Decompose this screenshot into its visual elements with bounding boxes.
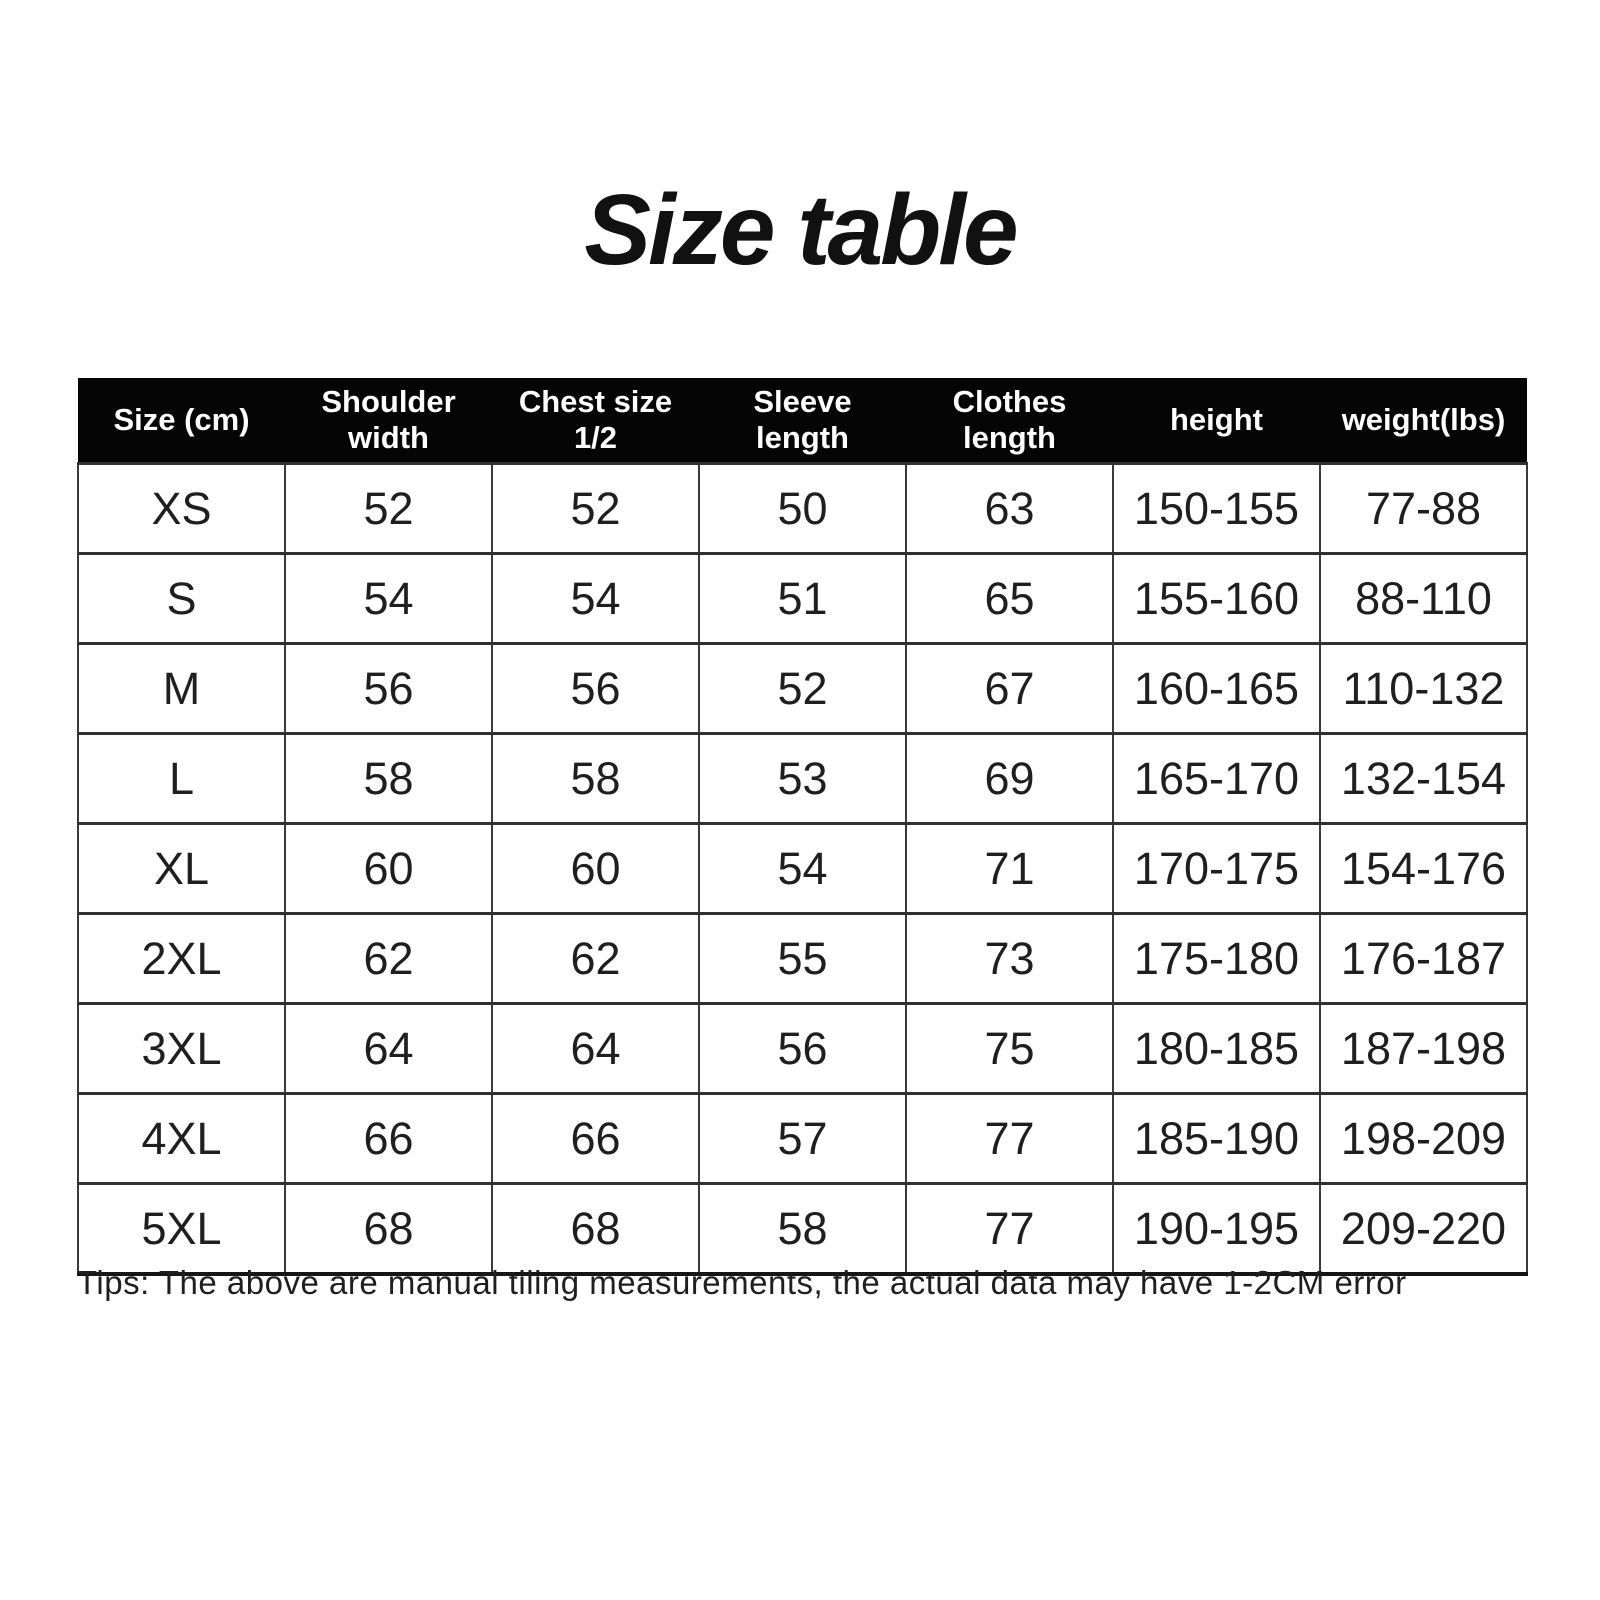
table-cell: 53 (699, 734, 906, 824)
table-cell: 77 (906, 1094, 1113, 1184)
table-cell: 55 (699, 914, 906, 1004)
table-cell: 185-190 (1113, 1094, 1320, 1184)
table-cell: 57 (699, 1094, 906, 1184)
table-cell: 54 (699, 824, 906, 914)
table-cell: 209-220 (1320, 1184, 1527, 1275)
table-cell: 60 (285, 824, 492, 914)
table-cell: 67 (906, 644, 1113, 734)
table-cell: 58 (285, 734, 492, 824)
header-row (78, 378, 1527, 464)
size-table (77, 378, 1528, 1276)
table-row (78, 644, 1527, 734)
table-cell: 154-176 (1320, 824, 1527, 914)
page-title: Size table (584, 174, 1016, 286)
table-cell: 58 (492, 734, 699, 824)
table-cell: XL (78, 824, 285, 914)
table-cell: 150-155 (1113, 464, 1320, 554)
table-cell: 62 (492, 914, 699, 1004)
table-cell: 60 (492, 824, 699, 914)
table-cell: 2XL (78, 914, 285, 1004)
table-cell: 160-165 (1113, 644, 1320, 734)
table-row (78, 554, 1527, 644)
table-cell: 77 (906, 1184, 1113, 1275)
column-header-chest-size: Chest size 1/2 (492, 378, 699, 464)
table-cell: 56 (285, 644, 492, 734)
tips-note: Tips: The above are manual tiling measurements, the actual data may have 1-2CM error (77, 1264, 1407, 1301)
table-cell: 65 (906, 554, 1113, 644)
table-cell: 165-170 (1113, 734, 1320, 824)
table-cell: 52 (699, 644, 906, 734)
table-row (78, 1094, 1527, 1184)
size-table-body (78, 464, 1527, 1275)
column-header-sleeve-length: Sleeve length (699, 378, 906, 464)
table-cell: 3XL (78, 1004, 285, 1094)
table-cell: 77-88 (1320, 464, 1527, 554)
table-cell: 52 (492, 464, 699, 554)
table-cell: 66 (492, 1094, 699, 1184)
column-header-size: Size (cm) (78, 378, 285, 464)
table-row (78, 1184, 1527, 1275)
table-cell: 54 (285, 554, 492, 644)
table-cell: 54 (492, 554, 699, 644)
table-row (78, 464, 1527, 554)
size-table-header (78, 378, 1527, 464)
column-header-weight: weight(lbs) (1320, 378, 1527, 464)
table-cell: L (78, 734, 285, 824)
table-cell: 88-110 (1320, 554, 1527, 644)
table-cell: 190-195 (1113, 1184, 1320, 1275)
table-cell: 187-198 (1320, 1004, 1527, 1094)
table-cell: 180-185 (1113, 1004, 1320, 1094)
table-cell: 68 (285, 1184, 492, 1275)
table-cell: 71 (906, 824, 1113, 914)
table-cell: 4XL (78, 1094, 285, 1184)
table-row (78, 1004, 1527, 1094)
table-cell: 63 (906, 464, 1113, 554)
table-cell: 176-187 (1320, 914, 1527, 1004)
table-cell: 52 (285, 464, 492, 554)
table-row (78, 824, 1527, 914)
table-cell: 50 (699, 464, 906, 554)
table-cell: 62 (285, 914, 492, 1004)
table-cell: 64 (492, 1004, 699, 1094)
table-cell: 56 (699, 1004, 906, 1094)
table-cell: 68 (492, 1184, 699, 1275)
table-cell: 56 (492, 644, 699, 734)
column-header-clothes-length: Clothes length (906, 378, 1113, 464)
table-cell: 110-132 (1320, 644, 1527, 734)
table-cell: 5XL (78, 1184, 285, 1275)
table-cell: 73 (906, 914, 1113, 1004)
table-cell: 198-209 (1320, 1094, 1527, 1184)
table-row (78, 914, 1527, 1004)
table-cell: 58 (699, 1184, 906, 1275)
table-row (78, 734, 1527, 824)
table-cell: 170-175 (1113, 824, 1320, 914)
table-cell: M (78, 644, 285, 734)
table-cell: 75 (906, 1004, 1113, 1094)
table-cell: 64 (285, 1004, 492, 1094)
column-header-height: height (1113, 378, 1320, 464)
table-cell: 66 (285, 1094, 492, 1184)
table-cell: 51 (699, 554, 906, 644)
table-cell: 132-154 (1320, 734, 1527, 824)
table-cell: 175-180 (1113, 914, 1320, 1004)
table-cell: XS (78, 464, 285, 554)
column-header-shoulder-width: Shoulder width (285, 378, 492, 464)
table-cell: 155-160 (1113, 554, 1320, 644)
table-cell: 69 (906, 734, 1113, 824)
table-cell: S (78, 554, 285, 644)
